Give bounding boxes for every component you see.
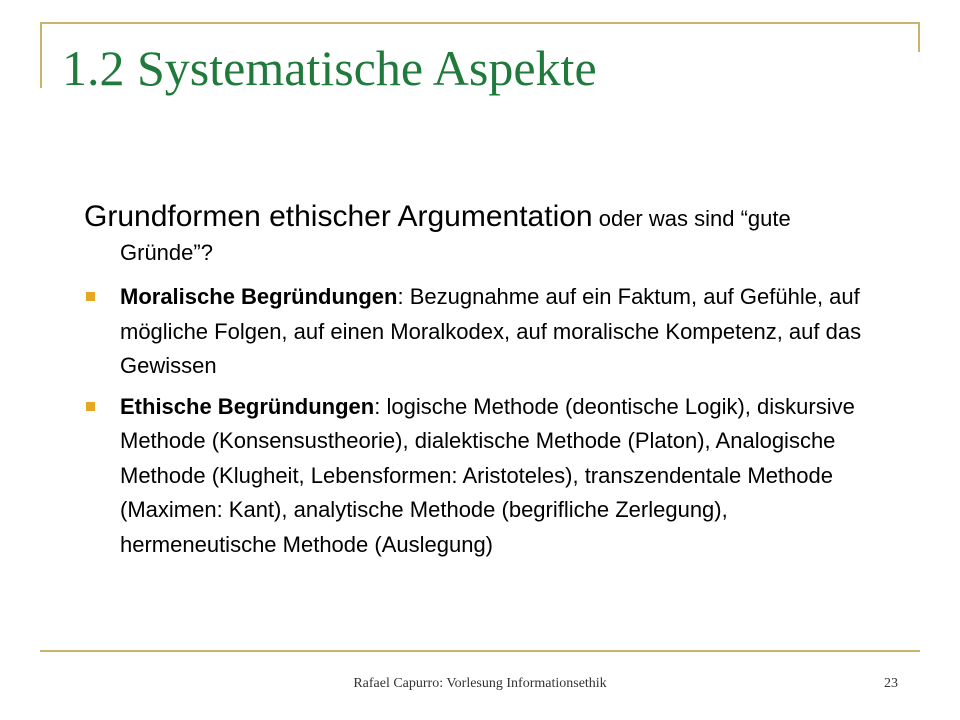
frame-line-top	[40, 22, 920, 24]
footer-divider	[40, 650, 920, 652]
intro-paragraph	[84, 200, 874, 270]
square-bullet-icon	[86, 402, 95, 411]
intro-tail: oder was sind “gute Gründe”?	[120, 206, 791, 265]
bullet-list	[84, 280, 874, 562]
intro-lead: Grundformen ethischer Argumentation	[84, 200, 593, 233]
bullet-term: Ethische Begründungen	[120, 393, 375, 419]
bullet-term: Moralische Begründungen	[120, 284, 398, 309]
bullet-item-ethische	[84, 390, 874, 563]
bullet-item-moralische	[84, 280, 874, 384]
page-number: 23	[884, 676, 898, 691]
slide-content	[84, 200, 874, 568]
frame-line-right	[918, 22, 920, 52]
bullet-text: : Bezugnahme auf ein Faktum, auf Gefühle, auf mögliche Folgen, auf einen Moralkodex, auf moralische Kompetenz, auf das Gewissen	[120, 284, 862, 378]
slide-title: 1.2 Systematische Aspekte	[62, 40, 597, 96]
footer-text: Rafael Capurro: Vorlesung Informationsethik	[353, 676, 607, 691]
square-bullet-icon	[86, 292, 95, 301]
frame-line-left	[40, 22, 42, 88]
bullet-text: : logische Methode (deontische Logik), diskursive Methode (Konsensustheorie), dialektische Methode (Platon), Analogische Methode (Klugheit, Lebensformen: Aristoteles), transzendentale Methode (Maximen: Kant), analytische Methode (begrifliche Zerlegung), hermeneutische Methode (Auslegung)	[120, 393, 855, 557]
